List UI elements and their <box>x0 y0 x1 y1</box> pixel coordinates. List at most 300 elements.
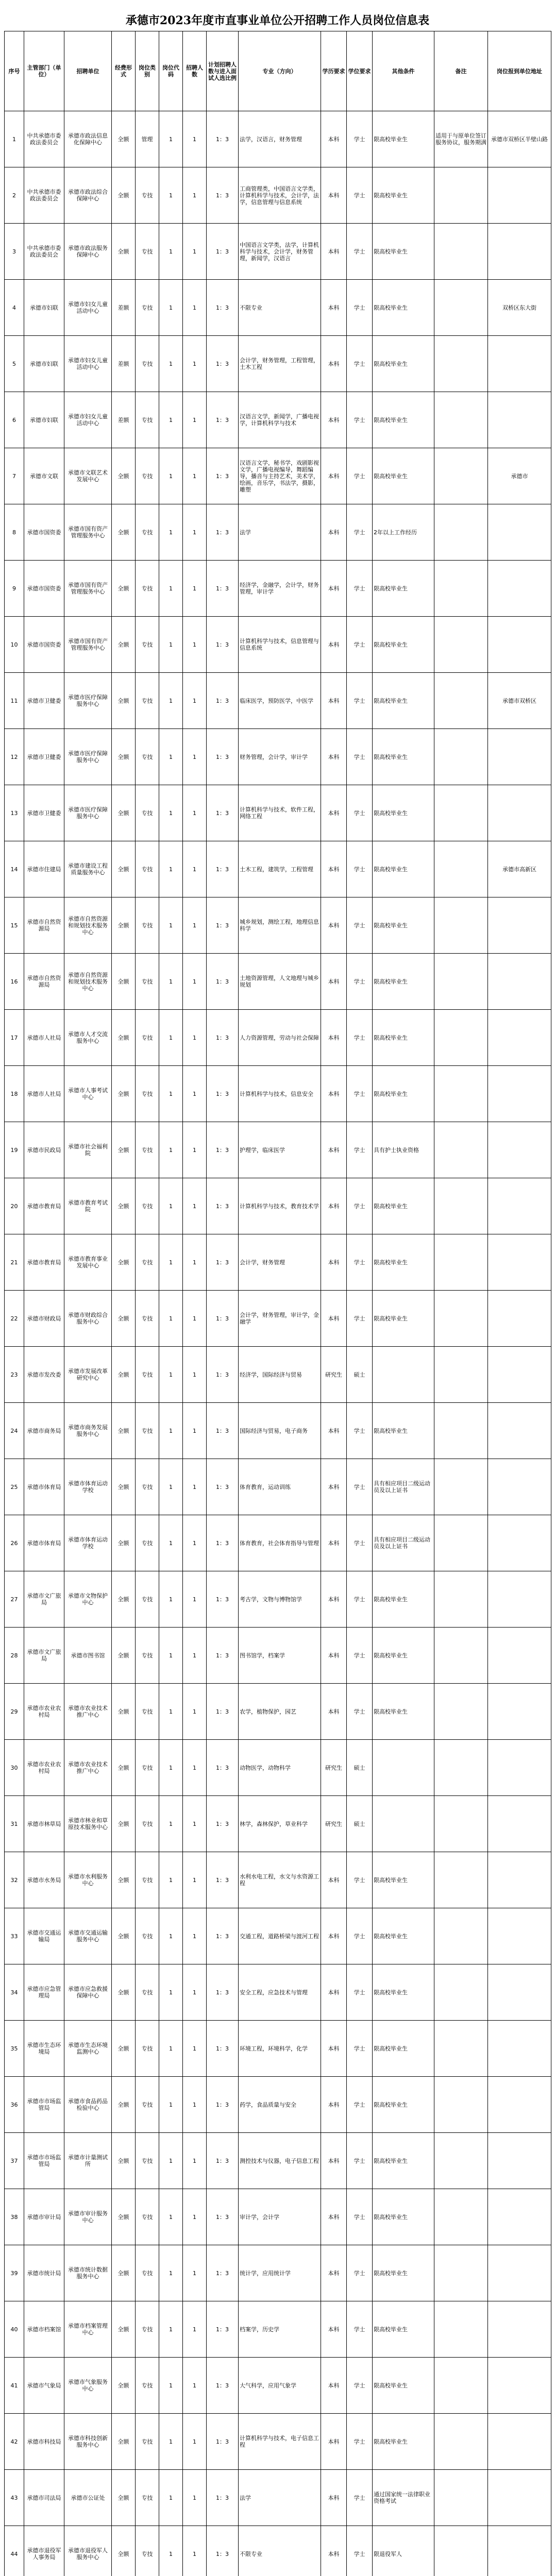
table-cell <box>434 1964 488 2021</box>
table-cell: 学士 <box>347 2301 373 2358</box>
table-cell <box>488 1796 551 1852</box>
table-cell: 1 <box>183 2301 207 2358</box>
table-cell: 专技 <box>136 954 159 1010</box>
table-cell <box>488 2301 551 2358</box>
table-cell: 全额 <box>112 785 136 841</box>
table-cell: 承德市文广旅局 <box>24 1571 64 1628</box>
table-cell <box>488 2470 551 2526</box>
table-cell: 本科 <box>321 2526 347 2576</box>
table-cell <box>488 1684 551 1740</box>
table-cell <box>434 167 488 224</box>
table-cell: 承德市气象局 <box>24 2358 64 2414</box>
table-header-row <box>5 31 551 111</box>
table-cell: 承德市水务局 <box>24 1852 64 1908</box>
table-cell: 经济学，金融学，会计学，财务管理，审计学 <box>239 561 321 617</box>
table-cell: 1 <box>183 1628 207 1684</box>
table-cell: 承德市体育运动学校 <box>64 1459 112 1515</box>
table-cell: 1 <box>183 2077 207 2133</box>
table-cell <box>434 336 488 392</box>
table-cell <box>373 1347 434 1403</box>
table-cell: 1 <box>183 954 207 1010</box>
table-cell: 专技 <box>136 2021 159 2077</box>
table-cell: 12 <box>5 729 24 785</box>
table-cell: 专技 <box>136 1740 159 1796</box>
table-cell: 4 <box>5 280 24 336</box>
table-row <box>5 1908 551 1964</box>
table-cell: 承德市食品药品检验中心 <box>64 2077 112 2133</box>
table-cell: 1：3 <box>207 1178 239 1234</box>
table-cell: 1：3 <box>207 1010 239 1066</box>
table-cell: 本科 <box>321 785 347 841</box>
table-cell <box>488 1291 551 1347</box>
table-cell: 本科 <box>321 224 347 280</box>
table-cell: 学士 <box>347 1684 373 1740</box>
table-cell: 承德市医疗保障服务中心 <box>64 673 112 729</box>
table-cell <box>488 1964 551 2021</box>
table-cell: 43 <box>5 2470 24 2526</box>
table-cell: 全额 <box>112 2245 136 2301</box>
table-cell: 学士 <box>347 2245 373 2301</box>
table-cell: 承德市图书馆 <box>64 1628 112 1684</box>
table-cell: 专技 <box>136 785 159 841</box>
table-cell: 学士 <box>347 617 373 673</box>
table-cell: 承德市计量测试所 <box>64 2133 112 2189</box>
table-cell <box>434 1291 488 1347</box>
table-cell: 全额 <box>112 1571 136 1628</box>
table-cell: 通过国家统一法律职业资格考试 <box>373 2470 434 2526</box>
table-cell: 1 <box>183 617 207 673</box>
table-cell: 计算机科学与技术，信息管理与信息系统 <box>239 617 321 673</box>
table-cell: 承德市体育局 <box>24 1459 64 1515</box>
table-cell: 限高校毕业生 <box>373 2021 434 2077</box>
table-cell: 学士 <box>347 2133 373 2189</box>
table-cell: 图书馆学，档案学 <box>239 1628 321 1684</box>
table-cell: 测控技术与仪器，电子信息工程 <box>239 2133 321 2189</box>
table-cell: 会计学，财务管理，审计学，金融学 <box>239 1291 321 1347</box>
table-row <box>5 1964 551 2021</box>
table-cell: 专技 <box>136 448 159 504</box>
table-cell: 专技 <box>136 1571 159 1628</box>
table-cell: 1：3 <box>207 1066 239 1122</box>
table-cell: 学士 <box>347 954 373 1010</box>
table-cell: 7 <box>5 448 24 504</box>
table-cell: 承德市自然资源和规划技术服务中心 <box>64 897 112 954</box>
table-cell: 法学 <box>239 2470 321 2526</box>
table-cell: 1 <box>159 1403 183 1459</box>
table-cell: 限高校毕业生 <box>373 2358 434 2414</box>
table-cell: 1 <box>5 111 24 167</box>
table-cell: 1：3 <box>207 1628 239 1684</box>
table-cell: 差额 <box>112 392 136 448</box>
table-cell: 学士 <box>347 504 373 561</box>
table-cell: 专技 <box>136 2189 159 2245</box>
table-cell: 专技 <box>136 280 159 336</box>
table-cell: 专技 <box>136 561 159 617</box>
column-header: 其他条件 <box>373 31 434 111</box>
table-cell: 承德市国有资产管理服务中心 <box>64 617 112 673</box>
table-cell: 审计学，会计学 <box>239 2189 321 2245</box>
table-cell: 1 <box>183 336 207 392</box>
table-row <box>5 1403 551 1459</box>
table-cell: 11 <box>5 673 24 729</box>
table-cell: 1 <box>159 2414 183 2470</box>
table-cell: 专技 <box>136 1628 159 1684</box>
table-cell: 1 <box>159 167 183 224</box>
table-cell: 学士 <box>347 1122 373 1178</box>
table-cell: 34 <box>5 1964 24 2021</box>
table-cell <box>488 1852 551 1908</box>
table-cell: 3 <box>5 224 24 280</box>
table-cell: 本科 <box>321 1122 347 1178</box>
table-cell: 限高校毕业生 <box>373 280 434 336</box>
table-cell: 全额 <box>112 954 136 1010</box>
table-cell: 1：3 <box>207 1908 239 1964</box>
table-cell: 1 <box>183 2526 207 2576</box>
table-cell: 学士 <box>347 2077 373 2133</box>
table-cell: 承德市气象服务中心 <box>64 2358 112 2414</box>
table-cell: 1：3 <box>207 2133 239 2189</box>
table-cell: 1 <box>183 504 207 561</box>
table-row <box>5 1066 551 1122</box>
table-cell <box>434 1740 488 1796</box>
table-cell: 1 <box>183 2133 207 2189</box>
table-cell: 承德市市场监管局 <box>24 2077 64 2133</box>
table-cell: 限高校毕业生 <box>373 897 434 954</box>
table-cell: 限高校毕业生 <box>373 1291 434 1347</box>
table-cell <box>434 561 488 617</box>
table-cell: 全额 <box>112 1066 136 1122</box>
table-cell: 全额 <box>112 2301 136 2358</box>
table-cell: 本科 <box>321 2245 347 2301</box>
table-cell <box>434 1459 488 1515</box>
table-cell: 专技 <box>136 1796 159 1852</box>
table-cell: 承德市发改委 <box>24 1347 64 1403</box>
table-cell: 1：3 <box>207 2077 239 2133</box>
table-cell: 30 <box>5 1740 24 1796</box>
table-cell: 1 <box>183 224 207 280</box>
table-cell: 专技 <box>136 1459 159 1515</box>
table-cell: 本科 <box>321 897 347 954</box>
table-cell: 专技 <box>136 2133 159 2189</box>
table-cell: 承德市妇联 <box>24 392 64 448</box>
table-cell: 1 <box>159 1628 183 1684</box>
table-cell: 本科 <box>321 841 347 897</box>
table-cell: 限高校毕业生 <box>373 1908 434 1964</box>
table-cell: 全额 <box>112 1234 136 1291</box>
table-cell: 不限专业 <box>239 280 321 336</box>
table-row <box>5 111 551 167</box>
table-cell: 全额 <box>112 1908 136 1964</box>
table-row <box>5 2470 551 2526</box>
table-cell: 限高校毕业生 <box>373 111 434 167</box>
table-cell: 承德市教育考试院 <box>64 1178 112 1234</box>
table-cell: 1：3 <box>207 1571 239 1628</box>
table-cell: 本科 <box>321 1515 347 1571</box>
table-cell: 本科 <box>321 2189 347 2245</box>
table-cell: 1：3 <box>207 673 239 729</box>
column-header: 专业（方向） <box>239 31 321 111</box>
table-cell <box>488 1628 551 1684</box>
table-cell: 1 <box>159 1459 183 1515</box>
table-cell: 学士 <box>347 561 373 617</box>
table-cell: 1 <box>159 1010 183 1066</box>
table-cell: 承德市妇联 <box>24 336 64 392</box>
table-cell: 1 <box>183 392 207 448</box>
table-cell: 限高校毕业生 <box>373 1178 434 1234</box>
table-cell <box>434 729 488 785</box>
table-row <box>5 1628 551 1684</box>
table-cell: 学士 <box>347 111 373 167</box>
table-cell <box>434 504 488 561</box>
table-cell <box>488 1908 551 1964</box>
table-cell: 全额 <box>112 841 136 897</box>
table-cell: 国际经济与贸易，电子商务 <box>239 1403 321 1459</box>
table-cell: 1：3 <box>207 1852 239 1908</box>
table-cell: 承德市政法信息化保障中心 <box>64 111 112 167</box>
table-cell: 35 <box>5 2021 24 2077</box>
table-cell: 水利水电工程，水文与水资源工程 <box>239 1852 321 1908</box>
table-cell: 限高校毕业生 <box>373 1684 434 1740</box>
table-cell <box>434 1066 488 1122</box>
table-cell <box>488 2189 551 2245</box>
table-cell: 1 <box>159 1515 183 1571</box>
table-cell: 本科 <box>321 2414 347 2470</box>
table-cell: 1 <box>183 1684 207 1740</box>
table-cell: 全额 <box>112 561 136 617</box>
table-cell: 限高校毕业生 <box>373 1234 434 1291</box>
table-cell: 限高校毕业生 <box>373 2133 434 2189</box>
table-cell: 1 <box>159 1796 183 1852</box>
table-cell: 专技 <box>136 1684 159 1740</box>
table-cell: 29 <box>5 1684 24 1740</box>
table-cell: 硕士 <box>347 1347 373 1403</box>
table-cell: 1：3 <box>207 1122 239 1178</box>
table-cell: 学士 <box>347 2414 373 2470</box>
table-cell <box>434 448 488 504</box>
table-cell: 1：3 <box>207 2414 239 2470</box>
column-header: 主管部门（单位） <box>24 31 64 111</box>
table-cell: 限退役军人 <box>373 2526 434 2576</box>
table-cell: 全额 <box>112 504 136 561</box>
table-cell: 承德市农业技术推广中心 <box>64 1684 112 1740</box>
column-header: 岗位类别 <box>136 31 159 111</box>
table-cell: 学士 <box>347 2526 373 2576</box>
table-cell: 1：3 <box>207 1347 239 1403</box>
table-cell: 全额 <box>112 2133 136 2189</box>
table-cell <box>488 2358 551 2414</box>
table-cell: 本科 <box>321 504 347 561</box>
table-cell <box>488 2077 551 2133</box>
table-cell: 1 <box>159 2526 183 2576</box>
table-cell: 1 <box>159 1234 183 1291</box>
table-cell: 承德市水利服务中心 <box>64 1852 112 1908</box>
table-cell: 全额 <box>112 448 136 504</box>
table-cell: 本科 <box>321 392 347 448</box>
table-cell: 承德市建设工程质量服务中心 <box>64 841 112 897</box>
table-cell: 限高校毕业生 <box>373 617 434 673</box>
table-cell: 经济学，国际经济与贸易 <box>239 1347 321 1403</box>
table-cell: 专技 <box>136 1515 159 1571</box>
table-cell <box>488 336 551 392</box>
table-cell <box>434 1122 488 1178</box>
table-cell: 全额 <box>112 1291 136 1347</box>
table-cell: 1：3 <box>207 2245 239 2301</box>
table-cell: 会计学，财务管理 <box>239 1234 321 1291</box>
table-cell: 学士 <box>347 448 373 504</box>
table-cell: 承德市商务发展服务中心 <box>64 1403 112 1459</box>
table-cell: 37 <box>5 2133 24 2189</box>
table-cell: 交通工程，道路桥梁与渡河工程 <box>239 1908 321 1964</box>
table-cell: 13 <box>5 785 24 841</box>
table-cell: 学士 <box>347 1066 373 1122</box>
table-cell: 41 <box>5 2358 24 2414</box>
table-cell: 专技 <box>136 1347 159 1403</box>
table-cell: 学士 <box>347 1234 373 1291</box>
table-cell: 专技 <box>136 2470 159 2526</box>
table-cell: 专技 <box>136 1178 159 1234</box>
table-row <box>5 1178 551 1234</box>
table-row <box>5 1796 551 1852</box>
table-cell: 承德市审计服务中心 <box>64 2189 112 2245</box>
table-cell: 专技 <box>136 504 159 561</box>
table-cell: 全额 <box>112 2189 136 2245</box>
table-cell: 全额 <box>112 1964 136 2021</box>
table-cell: 学士 <box>347 224 373 280</box>
table-cell: 1 <box>159 673 183 729</box>
table-cell: 1：3 <box>207 2470 239 2526</box>
table-cell: 1 <box>159 2245 183 2301</box>
table-cell <box>488 729 551 785</box>
table-cell: 1 <box>183 2189 207 2245</box>
table-cell <box>434 1571 488 1628</box>
table-cell: 学士 <box>347 392 373 448</box>
table-cell: 承德市商务局 <box>24 1403 64 1459</box>
table-cell: 承德市住建局 <box>24 841 64 897</box>
table-cell <box>434 2133 488 2189</box>
table-cell: 承德市国资委 <box>24 504 64 561</box>
table-cell: 本科 <box>321 729 347 785</box>
table-cell <box>434 617 488 673</box>
table-cell: 全额 <box>112 897 136 954</box>
table-row <box>5 392 551 448</box>
table-cell: 学士 <box>347 167 373 224</box>
table-cell: 19 <box>5 1122 24 1178</box>
table-cell <box>434 2021 488 2077</box>
table-cell: 承德市国有资产管理服务中心 <box>64 504 112 561</box>
table-cell: 限高校毕业生 <box>373 1066 434 1122</box>
table-cell: 1 <box>183 448 207 504</box>
table-cell: 27 <box>5 1571 24 1628</box>
table-cell: 承德市自然资源局 <box>24 954 64 1010</box>
table-cell: 财务管理，会计学，审计学 <box>239 729 321 785</box>
table-cell: 全额 <box>112 2470 136 2526</box>
table-cell: 承德市双桥区 <box>488 673 551 729</box>
table-cell: 1 <box>183 729 207 785</box>
table-cell <box>434 954 488 1010</box>
table-cell: 24 <box>5 1403 24 1459</box>
table-cell: 承德市公证处 <box>64 2470 112 2526</box>
table-cell <box>434 2358 488 2414</box>
table-cell: 双桥区东大街 <box>488 280 551 336</box>
table-row <box>5 1347 551 1403</box>
table-cell <box>488 224 551 280</box>
table-cell <box>434 392 488 448</box>
table-cell: 中共承德市委政法委员会 <box>24 224 64 280</box>
table-cell: 承德市国有资产管理服务中心 <box>64 561 112 617</box>
table-cell: 学士 <box>347 1178 373 1234</box>
table-cell: 1：3 <box>207 1459 239 1515</box>
table-cell: 承德市人事考试中心 <box>64 1066 112 1122</box>
table-cell: 全额 <box>112 2077 136 2133</box>
table-cell: 专技 <box>136 1908 159 1964</box>
table-row <box>5 1515 551 1571</box>
table-cell <box>488 1571 551 1628</box>
table-cell: 5 <box>5 336 24 392</box>
table-cell: 承德市国资委 <box>24 617 64 673</box>
table-row <box>5 1571 551 1628</box>
table-cell: 22 <box>5 1291 24 1347</box>
table-cell: 1 <box>183 1066 207 1122</box>
table-cell: 专技 <box>136 2077 159 2133</box>
table-cell: 本科 <box>321 1291 347 1347</box>
table-row <box>5 561 551 617</box>
table-cell: 学士 <box>347 785 373 841</box>
table-cell: 研究生 <box>321 1347 347 1403</box>
table-cell: 专技 <box>136 336 159 392</box>
table-row <box>5 617 551 673</box>
table-cell <box>434 1178 488 1234</box>
table-cell: 承德市林草局 <box>24 1796 64 1852</box>
table-cell: 限高校毕业生 <box>373 729 434 785</box>
table-cell: 1 <box>159 729 183 785</box>
table-cell <box>434 1852 488 1908</box>
table-cell: 限高校毕业生 <box>373 2301 434 2358</box>
table-cell: 学士 <box>347 1459 373 1515</box>
table-cell: 限高校毕业生 <box>373 673 434 729</box>
table-cell: 城乡规划，测绘工程，地理信息科学 <box>239 897 321 954</box>
table-cell: 1 <box>159 280 183 336</box>
table-cell: 限高校毕业生 <box>373 2189 434 2245</box>
table-cell: 1 <box>159 2077 183 2133</box>
table-cell: 专技 <box>136 392 159 448</box>
table-cell: 承德市林业和草原技术服务中心 <box>64 1796 112 1852</box>
table-cell: 学士 <box>347 2470 373 2526</box>
table-cell: 1 <box>183 1459 207 1515</box>
table-cell: 土地资源管理，人文地理与城乡规划 <box>239 954 321 1010</box>
table-cell: 2年以上工作经历 <box>373 504 434 561</box>
table-cell: 1 <box>159 2133 183 2189</box>
table-cell: 工商管理类，中国语言文学类，计算机科学与技术，会计学，法学，信息管理与信息系统 <box>239 167 321 224</box>
table-cell: 18 <box>5 1066 24 1122</box>
table-cell: 限高校毕业生 <box>373 1964 434 2021</box>
table-cell: 本科 <box>321 280 347 336</box>
table-cell: 承德市妇联 <box>24 280 64 336</box>
table-cell: 承德市财政局 <box>24 1291 64 1347</box>
table-cell: 专技 <box>136 2245 159 2301</box>
table-cell: 1 <box>183 2021 207 2077</box>
table-cell: 承德市交通运输服务中心 <box>64 1908 112 1964</box>
table-cell: 学士 <box>347 1628 373 1684</box>
table-cell: 承德市教育局 <box>24 1178 64 1234</box>
table-cell <box>488 1515 551 1571</box>
table-cell: 全额 <box>112 2358 136 2414</box>
table-cell: 学士 <box>347 2021 373 2077</box>
table-cell <box>434 2414 488 2470</box>
table-cell: 限高校毕业生 <box>373 448 434 504</box>
table-cell: 承德市自然资源和规划技术服务中心 <box>64 954 112 1010</box>
table-cell: 学士 <box>347 673 373 729</box>
table-cell: 1：3 <box>207 1684 239 1740</box>
